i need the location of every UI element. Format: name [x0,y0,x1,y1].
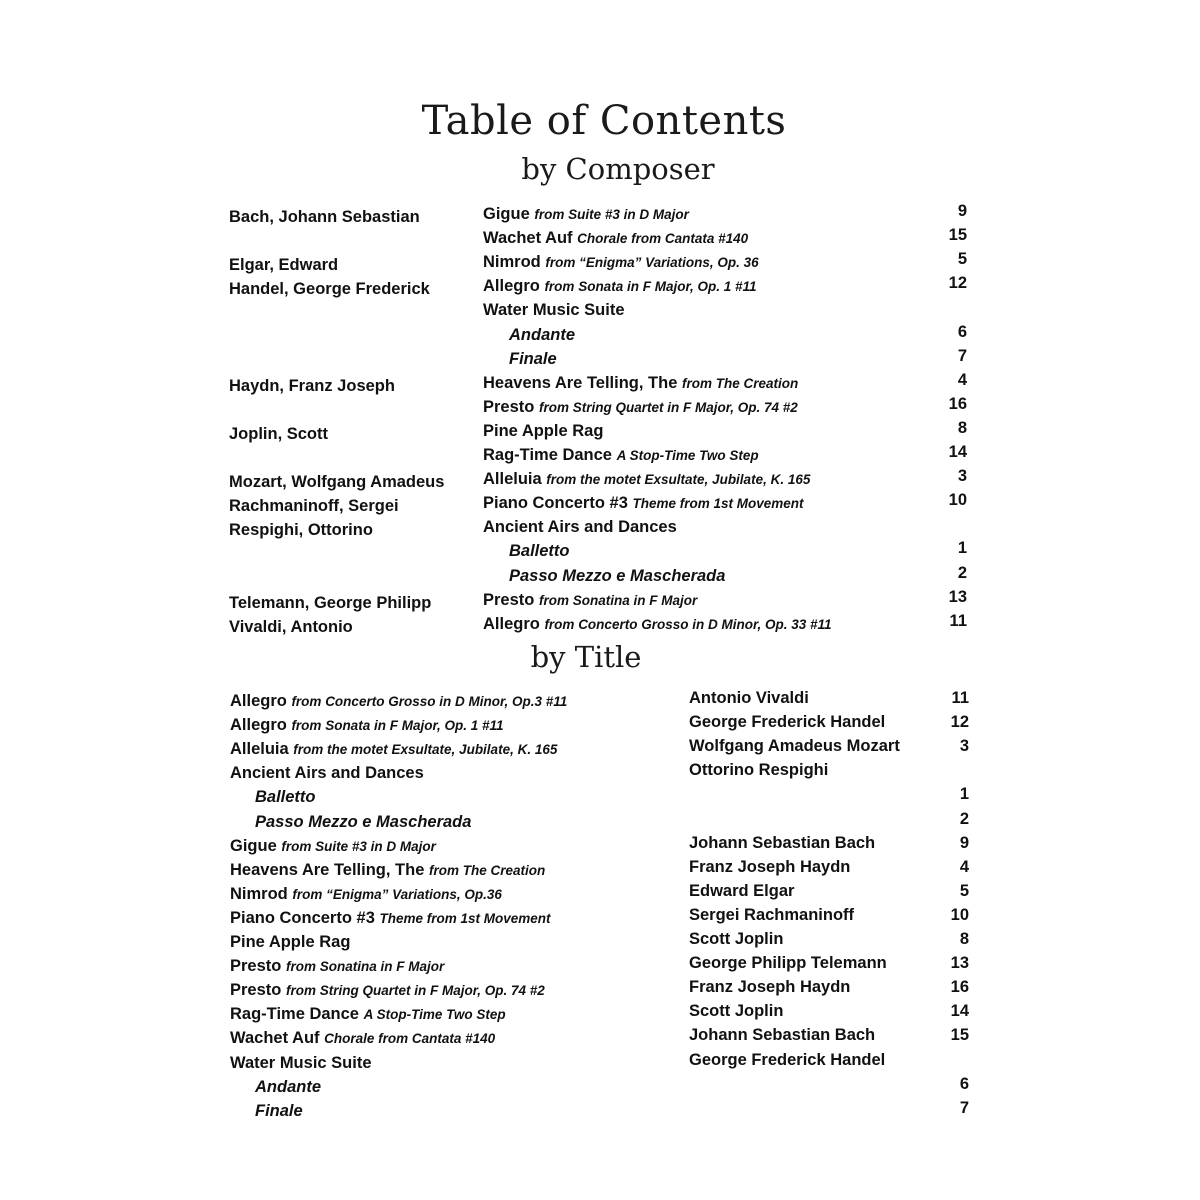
entry-page-number: 2 [957,563,967,582]
entry-title-text: Ancient Airs and Dances [483,518,677,537]
entry-composer: Sergei Rachmaninoff [689,905,855,924]
entry-title-text: Finale [255,1101,303,1120]
entry-composer: George Frederick Handel [689,713,886,732]
composer-index-row [0,611,1200,639]
entry-composer: Haydn, Franz Joseph [229,376,395,395]
composer-index-row [0,301,1200,325]
entry-page-number: 2 [959,809,969,828]
entry-composer: George Philipp Telemann [689,954,887,973]
section-heading-by-title: by Title [530,640,642,674]
composer-index-row [0,443,1200,470]
entry-title [483,518,677,537]
composer-index-row [0,394,1200,422]
entry-title-text: Allegro [230,692,287,710]
entry-page-number: 16 [948,394,967,413]
entry-title [230,957,444,976]
entry-note: from The Creation [428,862,546,878]
title-index-row [0,1074,1200,1102]
entry-title-text: Water Music Suite [230,1053,372,1072]
entry-note: from String Quartet in F Major, Op. 74 #2 [285,983,545,999]
composer-index-row [0,322,1200,350]
entry-composer: Edward Elgar [689,881,795,900]
entry-composer: Franz Joseph Haydn [689,857,851,876]
entry-title [483,422,603,441]
entry-title-text: Pine Apple Rag [230,933,351,951]
entry-title [483,277,756,296]
entry-composer: Vivaldi, Antonio [229,617,353,636]
entry-title [230,909,551,928]
entry-title-text: Piano Concerto #3 [483,494,628,513]
entry-title-text: Alleluia [483,470,542,489]
entry-title-text: Wachet Auf [483,229,573,248]
entry-page-number: 4 [957,370,967,389]
title-index-row [0,857,1200,885]
entry-title [483,446,759,465]
title-index-row [0,689,1200,716]
entry-title-text: Passo Mezzo e Mascherada [255,812,472,831]
entry-composer: Scott Joplin [689,930,784,948]
entry-page-number: 15 [950,1026,969,1045]
composer-index-row [0,587,1200,615]
entry-title [230,692,567,711]
entry-note: from Concerto Grosso in D Minor, Op. 33 #11 [544,616,832,632]
entry-composer: Scott Joplin [689,1002,784,1021]
entry-title-text: Water Music Suite [483,301,625,320]
entry-note: from The Creation [681,375,799,391]
title-index-row [0,1098,1200,1126]
entry-title [230,740,557,759]
entry-note: A Stop-Time Two Step [363,1007,506,1023]
entry-composer: Telemann, George Philipp [229,593,432,612]
entry-page-number: 6 [957,322,967,341]
entry-title [509,326,575,345]
entry-title-text: Pine Apple Rag [483,421,604,440]
title-index-row [0,978,1200,1005]
entry-title [255,788,316,807]
composer-index-row [0,250,1200,277]
entry-composer: George Frederick Handel [689,1050,886,1069]
entry-page-number: 1 [959,785,969,804]
title-index-row [0,1026,1200,1053]
entry-title-text: Nimrod [483,253,541,272]
entry-page-number: 12 [950,713,969,732]
entry-composer: Joplin, Scott [229,424,328,443]
entry-title-text: Andante [509,325,575,344]
entry-composer: Wolfgang Amadeus Mozart [689,737,900,756]
entry-title [509,350,557,369]
entry-title-text: Presto [483,397,535,416]
entry-title-text: Finale [509,349,557,368]
entry-title-text: Rag-Time Dance [230,1005,359,1024]
entry-title-text: Allegro [483,277,540,296]
entry-title-text: Presto [230,981,282,1000]
entry-title [483,374,798,393]
entry-note: from Suite #3 in D Major [281,838,436,854]
composer-index-row [0,563,1200,591]
entry-note: from Sonatina in F Major [285,959,445,975]
entry-title [230,933,350,952]
entry-note: from Sonata in F Major, Op. 1 #11 [291,718,504,734]
title-index-row [0,954,1200,981]
entry-composer: Antonio Vivaldi [689,689,809,707]
composer-index-row [0,467,1200,494]
entry-page-number: 7 [957,346,967,365]
entry-page-number: 6 [959,1074,969,1093]
entry-title [255,813,471,832]
entry-title-text: Gigue [230,836,277,855]
entry-title [230,1054,372,1073]
entry-page-number: 1 [957,539,967,558]
entry-page-number: 9 [959,833,969,852]
entry-title [230,1005,506,1024]
composer-index-row [0,202,1200,229]
entry-title [483,301,625,320]
entry-composer: Rachmaninoff, Sergei [229,497,399,516]
entry-title [483,615,832,634]
entry-page-number: 14 [950,1002,969,1021]
entry-title [483,205,689,224]
entry-note: from Concerto Grosso in D Minor, Op.3 #11 [291,694,568,709]
entry-composer: Mozart, Wolfgang Amadeus [229,473,445,492]
entry-note: Chorale from Cantata #140 [324,1031,496,1047]
title-index-row [0,1050,1200,1078]
entry-composer: Ottorino Respighi [689,761,829,780]
title-index-row [0,761,1200,788]
entry-page-number: 13 [948,587,967,606]
entry-page-number: 4 [959,857,969,876]
entry-page-number: 13 [950,954,969,973]
entry-page-number: 9 [957,202,967,220]
entry-title [483,398,798,417]
entry-note: from “Enigma” Variations, Op. 36 [545,255,759,271]
entry-title-text: Heavens Are Telling, The [483,373,678,392]
entry-page-number: 3 [959,737,969,756]
entry-title-text: Rag-Time Dance [483,446,612,464]
entry-title [483,253,759,272]
entry-title-text: Wachet Auf [230,1029,320,1048]
entry-title [230,981,545,1000]
entry-title [483,591,697,610]
entry-page-number: 12 [948,274,967,293]
entry-title [230,1029,495,1048]
composer-index-row [0,491,1200,518]
entry-note: Theme from 1st Movement [632,496,804,512]
title-index-row [0,905,1200,933]
entry-title-text: Balletto [255,788,316,807]
entry-title-text: Allegro [230,716,287,735]
entry-title [483,470,810,489]
composer-index-row [0,370,1200,398]
entry-title-text: Ancient Airs and Dances [230,764,424,783]
entry-title [509,542,570,561]
entry-note: from “Enigma” Variations, Op.36 [292,886,502,902]
entry-note: A Stop-Time Two Step [616,448,759,463]
entry-title-text: Passo Mezzo e Mascherada [509,566,726,585]
composer-index-row [0,418,1200,446]
section-heading-by-composer: by Composer [521,152,715,186]
entry-page-number: 5 [957,250,967,269]
entry-page-number: 10 [950,905,969,924]
entry-title [230,764,424,783]
entry-page-number: 16 [950,978,969,997]
entry-page-number: 10 [948,491,967,510]
entry-title-text: Presto [483,590,535,609]
entry-page-number: 15 [948,226,967,245]
title-index-row [0,930,1200,957]
entry-composer: Bach, Johann Sebastian [229,208,420,226]
entry-title-text: Allegro [483,614,540,633]
title-index-row [0,713,1200,740]
entry-title-text: Alleluia [230,740,289,759]
entry-title-text: Balletto [509,542,570,561]
entry-title [483,494,804,513]
title-index-row [0,809,1200,837]
entry-page-number: 8 [957,418,967,437]
entry-title-text: Nimrod [230,884,288,903]
entry-note: from Sonata in F Major, Op. 1 #11 [544,279,757,295]
entry-page-number: 3 [957,467,967,486]
entry-note: Theme from 1st Movement [379,910,551,926]
composer-index-row [0,226,1200,253]
entry-composer: Elgar, Edward [229,256,339,275]
composer-index-row [0,518,1200,542]
entry-note: from the motet Exsultate, Jubilate, K. 165 [293,742,558,758]
entry-page-number: 5 [959,881,969,900]
entry-title-text: Heavens Are Telling, The [230,860,425,879]
entry-title [230,837,436,856]
entry-note: from Suite #3 in D Major [534,207,689,222]
entry-page-number: 11 [949,611,967,630]
entry-composer: Respighi, Ottorino [229,521,373,540]
entry-composer: Johann Sebastian Bach [689,833,876,852]
title-index-row [0,785,1200,812]
entry-title [230,861,545,880]
entry-note: from Sonatina in F Major [538,592,698,608]
entry-composer: Franz Joseph Haydn [689,978,851,997]
entry-title [483,229,748,248]
entry-title [230,885,502,904]
entry-title [255,1102,303,1121]
composer-index-row [0,274,1200,301]
entry-composer: Handel, George Frederick [229,280,430,299]
entry-page-number: 8 [959,930,969,948]
entry-note: from String Quartet in F Major, Op. 74 #2 [538,399,798,415]
entry-title [509,567,725,586]
entry-title-text: Gigue [483,205,530,223]
entry-title-text: Presto [230,957,282,976]
entry-page-number: 7 [959,1098,969,1117]
composer-index-row [0,539,1200,566]
page-title: Table of Contents [421,98,787,144]
entry-title [255,1078,321,1097]
entry-note: from the motet Exsultate, Jubilate, K. 165 [546,472,811,488]
entry-title [230,716,503,735]
title-index-row [0,881,1200,909]
entry-page-number: 11 [951,689,969,707]
title-index-row [0,737,1200,764]
entry-composer: Johann Sebastian Bach [689,1026,876,1045]
entry-title-text: Andante [255,1077,321,1096]
title-index-row [0,833,1200,861]
entry-note: Chorale from Cantata #140 [577,231,749,247]
entry-title-text: Piano Concerto #3 [230,908,375,927]
entry-page-number: 14 [948,443,967,461]
composer-index-row [0,346,1200,374]
title-index-row [0,1002,1200,1029]
